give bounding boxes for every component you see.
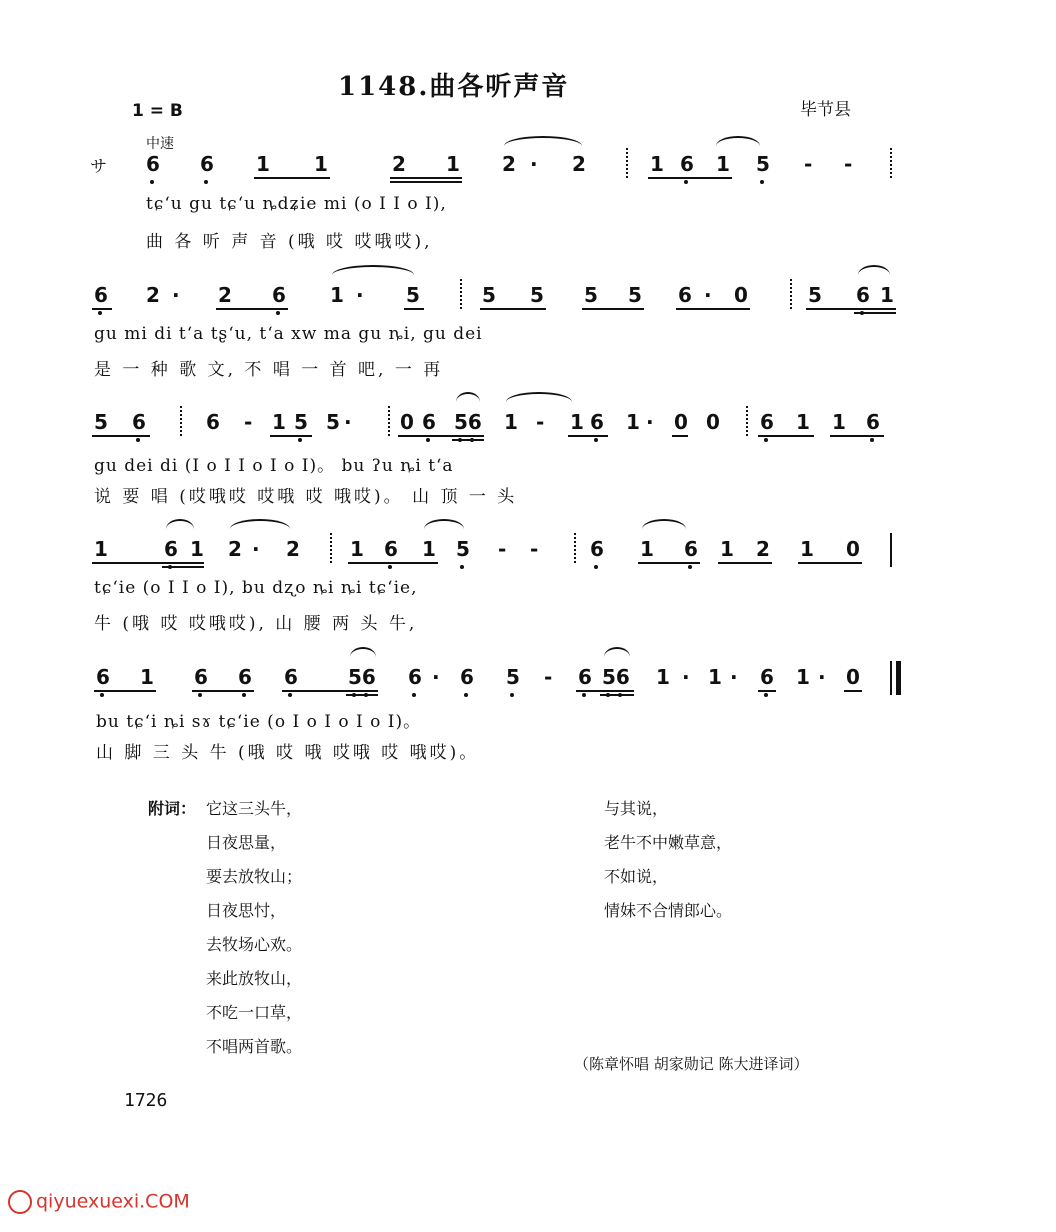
translation-line-2: 是 一 种 歌 文, 不 唱 一 首 吧, 一 再 — [94, 360, 444, 380]
watermark-text: qiyuexuexi.COM — [36, 1190, 190, 1213]
lyrics-line-3: gu dei di (I o I I o I o I)。 bu ʔu ȵi tʻa — [94, 456, 454, 476]
appendix-right-1: 老牛不中嫩草意， — [604, 833, 733, 852]
appendix-right-3: 情妹不合情郎心。 — [604, 901, 733, 920]
appendix-left-2: 要去放牧山； — [206, 867, 303, 886]
appendix-right-0: 与其说， — [604, 799, 669, 818]
song-title: 1148.曲各听声音 — [338, 72, 570, 102]
translation-line-3: 说 要 唱 (哎哦哎 哎哦 哎 哦哎)。 山 顶 一 头 — [94, 487, 518, 507]
appendix-label: 附词： — [148, 799, 197, 818]
watermark-logo-icon — [8, 1190, 32, 1214]
appendix-right-2: 不如说， — [604, 867, 669, 886]
appendix-left-6: 不吃一口草， — [206, 1003, 303, 1022]
appendix-left-4: 去牧场心欢。 — [206, 935, 303, 954]
page-number: 1726 — [124, 1090, 168, 1111]
lyrics-line-5: bu tɕʻi ȵi sɤ tɕʻie (o I o I o I o I)。 — [96, 712, 422, 732]
appendix-left-5: 来此放牧山， — [206, 969, 303, 988]
appendix-left-7: 不唱两首歌。 — [206, 1037, 303, 1056]
credits: （陈章怀唱 胡家勋记 陈大进译词） — [574, 1055, 809, 1073]
region-label: 毕节县 — [800, 100, 851, 120]
appendix-left-1: 日夜思量， — [206, 833, 287, 852]
translation-line-4: 牛 (哦 哎 哎哦哎), 山 腰 两 头 牛, — [94, 614, 418, 634]
key-signature: 1 = B — [132, 101, 183, 121]
site-watermark — [8, 1190, 190, 1214]
translation-line-5: 山 脚 三 头 牛 (哦 哎 哦 哎哦 哎 哦哎)。 — [96, 743, 480, 763]
tempo-marking: 中速 — [146, 136, 174, 152]
lyrics-line-1: tɕʻu gu tɕʻu ȵdʑie mi (o I I o I), — [146, 194, 447, 214]
lyrics-line-2: gu mi di tʻa tʂʻu, tʻa xw ma gu ȵi, gu dei — [94, 324, 483, 344]
appendix-left-0: 它这三头牛， — [206, 799, 303, 818]
appendix-left-3: 日夜思忖， — [206, 901, 287, 920]
translation-line-1: 曲 各 听 声 音 (哦 哎 哎哦哎), — [146, 232, 433, 252]
free-meter-sign: サ — [90, 157, 107, 177]
lyrics-line-4: tɕʻie (o I I o I), bu dʐo ȵi ȵi tɕʻie, — [94, 578, 418, 598]
